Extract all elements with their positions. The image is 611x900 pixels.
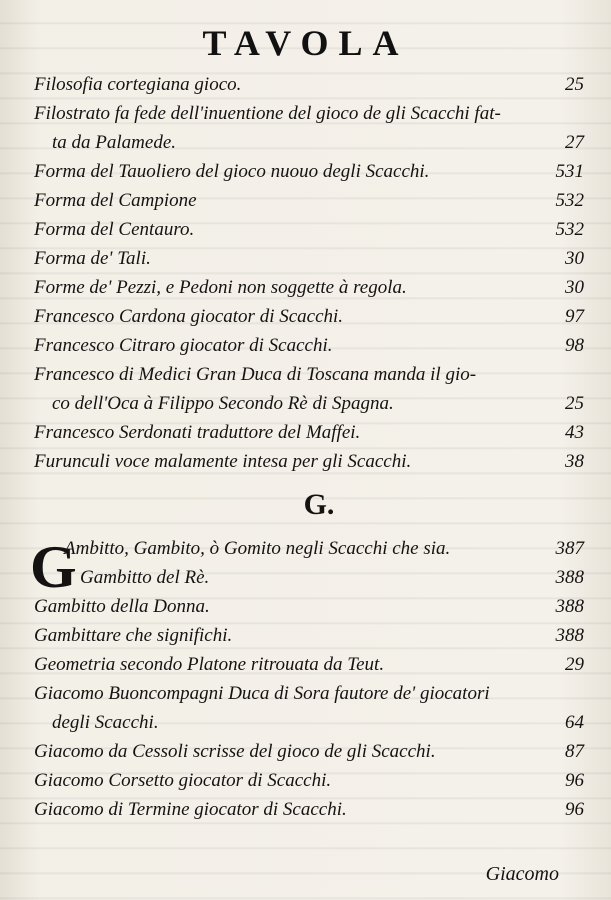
entry-text: Furunculi voce malamente intesa per gli Scacchi.	[34, 451, 412, 472]
entry-text: Forma del Tauoliero del gioco nuouo degli Scacchi.	[34, 161, 430, 182]
index-entry	[34, 360, 574, 389]
entry-page-number: 27	[565, 132, 584, 153]
entry-text: Filosofia cortegiana gioco.	[34, 74, 242, 95]
index-entry	[34, 331, 584, 360]
entry-text: Forma de' Tali.	[34, 248, 151, 269]
entry-page-number: 532	[555, 190, 584, 211]
index-entry	[34, 244, 584, 273]
index-entry	[34, 186, 584, 215]
index-entry	[34, 708, 584, 737]
index-entry	[34, 389, 584, 418]
entry-page-number: 30	[565, 277, 584, 298]
entry-page-number: 64	[565, 712, 584, 733]
index-entry	[34, 215, 584, 244]
index-entry	[34, 157, 584, 186]
catchword: Giacomo	[485, 863, 559, 885]
entry-text: Giacomo Buoncompagni Duca di Sora fautore de' giocatori	[34, 683, 490, 704]
entry-text: co dell'Oca à Filippo Secondo Rè di Spagna.	[52, 393, 394, 414]
entry-text: Gambitto del Rè.	[80, 567, 210, 588]
entry-page-number: 388	[555, 567, 584, 588]
entries-letter-f	[34, 70, 584, 476]
entry-text: Francesco Citraro giocator di Scacchi.	[34, 335, 333, 356]
entry-text: Forme de' Pezzi, e Pedoni non soggette à regola.	[34, 277, 407, 298]
entries-letter-g	[30, 534, 584, 824]
entry-text: Giacomo Corsetto giocator di Scacchi.	[34, 770, 332, 791]
index-entry	[34, 737, 584, 766]
index-entry	[34, 273, 584, 302]
entry-page-number: 532	[555, 219, 584, 240]
entry-text: Francesco di Medici Gran Duca di Toscana manda il gio-	[34, 364, 477, 385]
index-entries	[30, 70, 584, 824]
section-letter-heading: G.	[303, 488, 335, 521]
entry-page-number: 25	[565, 393, 584, 414]
index-entry	[34, 766, 584, 795]
entry-text: Forma del Campione	[34, 190, 197, 211]
index-entry	[34, 99, 574, 128]
entry-page-number: 43	[565, 422, 584, 443]
entry-page-number: 388	[555, 625, 584, 646]
entry-page-number: 38	[565, 451, 584, 472]
index-entry	[34, 534, 584, 563]
index-entry	[34, 418, 584, 447]
entry-page-number: 97	[565, 306, 584, 327]
index-entry	[34, 650, 584, 679]
index-entry	[34, 592, 584, 621]
entry-text: Gambitto della Donna.	[34, 596, 210, 617]
entry-text: Francesco Serdonati traduttore del Maffei.	[34, 422, 361, 443]
entry-page-number: 87	[565, 741, 584, 762]
entry-text: Filostrato fa fede dell'inuentione del gioco de gli Scacchi fat-	[34, 103, 501, 124]
entry-text: Giacomo da Cessoli scrisse del gioco de gli Scacchi.	[34, 741, 436, 762]
entry-text: Francesco Cardona giocator di Scacchi.	[34, 306, 344, 327]
entry-page-number: 30	[565, 248, 584, 269]
entry-text: Geometria secondo Platone ritrouata da Teut.	[34, 654, 385, 675]
entry-page-number: 387	[555, 538, 584, 559]
entry-page-number: 98	[565, 335, 584, 356]
index-entry	[34, 70, 584, 99]
entry-text: ta da Palamede.	[52, 132, 177, 153]
entry-text: Forma del Centauro.	[34, 219, 195, 240]
entry-page-number: 531	[555, 161, 584, 182]
drop-cap: G	[30, 534, 77, 600]
entry-page-number: 29	[565, 654, 584, 675]
index-entry	[34, 563, 584, 592]
entry-page-number: 388	[555, 596, 584, 617]
entry-text: Giacomo di Termine giocator di Scacchi.	[34, 799, 347, 820]
index-entry	[34, 302, 584, 331]
index-entry	[34, 679, 574, 708]
index-entry	[34, 128, 584, 157]
entry-page-number: 25	[565, 74, 584, 95]
entry-page-number: 96	[565, 799, 584, 820]
entry-page-number: 96	[565, 770, 584, 791]
entry-text: Gambittare che significhi.	[34, 625, 233, 646]
page-header: TAVOLA	[202, 23, 409, 63]
entry-text: Ambitto, Gambito, ò Gomito negli Scacchi che sia.	[64, 538, 451, 559]
index-entry	[34, 447, 584, 476]
index-entry	[34, 621, 584, 650]
index-entry	[34, 795, 584, 824]
entry-text: degli Scacchi.	[52, 712, 159, 733]
